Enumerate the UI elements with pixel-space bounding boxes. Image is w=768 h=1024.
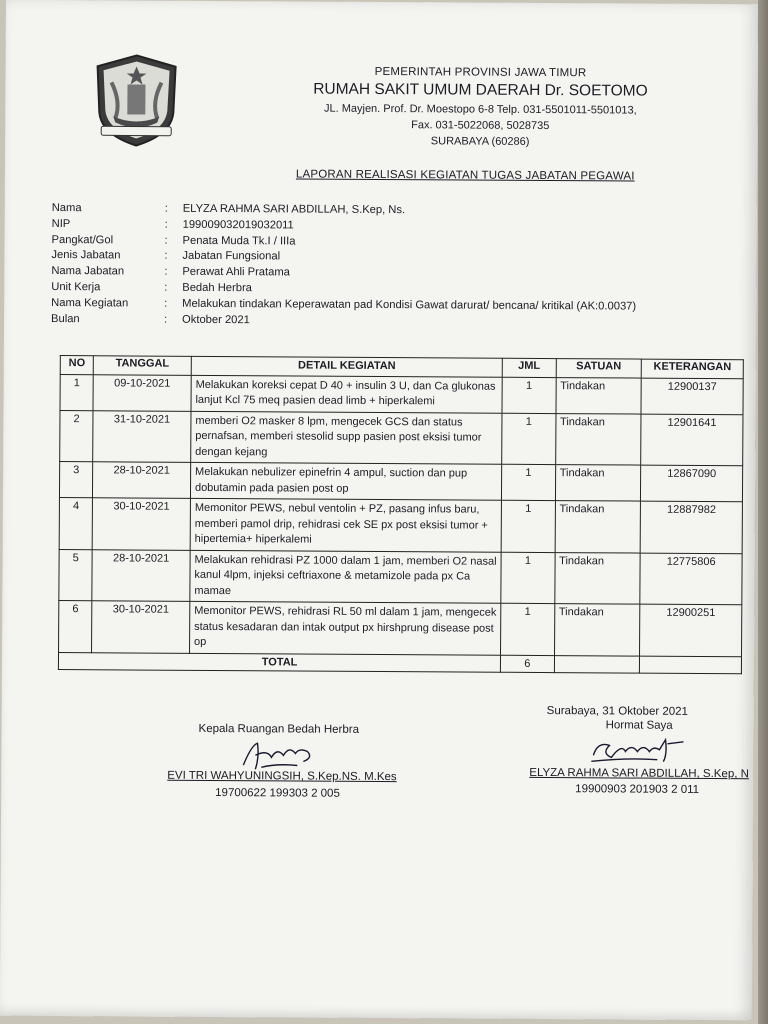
cell-unit: Tindakan <box>556 377 642 414</box>
column-header-unit: SATUAN <box>556 359 642 378</box>
page-edge-shadow <box>758 0 768 1024</box>
identity-label: Nama <box>51 201 82 215</box>
identity-value: Melakukan tindakan Keperawatan pad Kondisi Gawat darurat/ bencana/ kritikal (AK:0.0037) <box>182 297 637 313</box>
identity-label: Jenis Jabatan <box>51 249 121 262</box>
identity-label: Unit Kerja <box>51 280 101 294</box>
table-row <box>60 374 743 414</box>
identity-value: ELYZA RAHMA SARI ABDILLAH, S.Kep, Ns. <box>182 202 406 217</box>
cell-date: 09-10-2021 <box>93 374 191 411</box>
cell-unit: Tindakan <box>555 465 641 502</box>
identity-value: 199009032019032011 <box>182 218 294 232</box>
total-value: 6 <box>501 655 554 672</box>
cell-detail: Melakukan nebulizer epinefrin 4 ampul, suction dan pup dobutamin pada pasien post op <box>190 462 501 500</box>
employee-signer-nip: 19900903 201903 2 011 <box>575 783 700 796</box>
column-header-qty: JML <box>502 358 556 377</box>
cell-detail: Melakukan rehidrasi PZ 1000 dalam 1 jam, memberi O2 nasal kanul 4lpm, injeksi ceftriaxone & metamizole pada px Ca mamae <box>190 550 502 603</box>
cell-date: 28-10-2021 <box>93 462 191 499</box>
supervisor-name: EVI TRI WAHYUNINGSIH, S.Kep.NS. M.Kes <box>167 769 397 784</box>
total-label: TOTAL <box>58 652 500 672</box>
column-header-no: NO <box>60 356 93 375</box>
identity-label: Nama Kegiatan <box>51 296 129 310</box>
identity-value: Penata Muda Tk.I / IIIa <box>182 234 296 248</box>
identity-label: Nama Jabatan <box>51 265 125 278</box>
table-row <box>59 601 742 657</box>
identity-row-position-name: Nama Jabatan : Perawat Ahli Pratama <box>51 264 671 284</box>
cell-note: 12867090 <box>641 465 743 502</box>
identity-label: NIP <box>51 217 71 230</box>
column-header-note: KETERANGAN <box>641 359 743 378</box>
employee-signer-name: ELYZA RAHMA SARI ABDILLAH, S.Kep, N <box>529 766 749 781</box>
closing-regards: Hormat Saya <box>605 719 673 732</box>
table-row <box>59 549 742 605</box>
letterhead-hospital-name: RUMAH SAKIT UMUM DAERAH Dr. SOETOMO <box>313 80 648 100</box>
supervisor-nip: 19700622 199303 2 005 <box>215 786 340 800</box>
cell-qty: 1 <box>502 464 556 500</box>
cell-no: 5 <box>59 549 93 601</box>
cell-no: 3 <box>59 462 92 498</box>
province-emblem-logo <box>91 52 182 149</box>
cell-no: 2 <box>60 410 94 462</box>
identity-value: Oktober 2021 <box>182 313 250 326</box>
cell-date: 30-10-2021 <box>92 601 190 653</box>
cell-qty: 1 <box>501 500 555 552</box>
identity-label: Pangkat/Gol <box>51 233 114 246</box>
cell-note: 12901641 <box>641 414 743 466</box>
cell-date: 28-10-2021 <box>92 549 190 601</box>
letterhead-address: JL. Mayjen. Prof. Dr. Moestopo 6-8 Telp. 031-5501011-5501013, <box>323 102 637 117</box>
employee-signature <box>587 731 687 768</box>
cell-qty: 1 <box>501 552 555 604</box>
identity-row-position-type: Jenis Jabatan : Jabatan Fungsional <box>51 248 671 268</box>
table-row <box>60 410 743 466</box>
identity-row-activity-name: Nama Kegiatan : Melakukan tindakan Keperawatan pad Kondisi Gawat darurat/ bencana/ kritikal (AK:0.0037) <box>51 296 671 316</box>
letterhead-government: PEMERINTAH PROVINSI JAWA TIMUR <box>374 65 587 80</box>
column-header-detail: DETAIL KEGIATAN <box>191 356 502 376</box>
identity-value: Jabatan Fungsional <box>182 250 281 263</box>
supervisor-title: Kepala Ruangan Bedah Herbra <box>198 722 360 736</box>
identity-value: Bedah Herbra <box>182 281 252 295</box>
cell-qty: 1 <box>501 603 555 655</box>
cell-note: 12887982 <box>640 501 742 553</box>
cell-date: 31-10-2021 <box>93 410 191 462</box>
cell-date: 30-10-2021 <box>92 498 190 550</box>
identity-row-work-unit: Unit Kerja : Bedah Herbra <box>51 280 671 300</box>
identity-row-month: Bulan : Oktober 2021 <box>51 312 671 332</box>
column-header-date: TANGGAL <box>93 356 191 375</box>
letterhead <box>285 65 675 148</box>
cell-no: 4 <box>59 498 93 550</box>
cell-no: 1 <box>60 374 93 410</box>
cell-note: 12900137 <box>641 378 743 415</box>
cell-unit: Tindakan <box>555 501 641 553</box>
cell-note: 12775806 <box>640 553 742 605</box>
cell-detail: Melakukan koreksi cepat D 40 + insulin 3 U, dan Ca glukonas lanjut Kcl 75 meq pasien dead limb + hiperkalemi <box>191 375 502 413</box>
identity-row-nip: NIP : 199009032019032011 <box>52 217 672 237</box>
letterhead-city: SURABAYA (60286) <box>430 135 530 148</box>
identity-value: Perawat Ahli Pratama <box>182 265 290 279</box>
table-total-row <box>58 652 741 673</box>
employee-identity <box>51 201 672 331</box>
cell-unit: Tindakan <box>555 413 641 465</box>
identity-label: Bulan <box>51 312 80 325</box>
table-row <box>59 498 742 554</box>
cell-unit: Tindakan <box>554 552 640 604</box>
cell-no: 6 <box>59 601 93 653</box>
cell-detail: Memonitor PEWS, rehidrasi RL 50 ml dalam 1 jam, mengecek status kesadaran dan intak output px hirshprung disease post op <box>189 601 501 654</box>
cell-unit: Tindakan <box>554 604 640 656</box>
cell-note: 12900251 <box>640 604 742 656</box>
cell-qty: 1 <box>502 413 556 465</box>
cell-detail: Memonitor PEWS, nebul ventolin + PZ, pasang infus baru, memberi pamol drip, rehidrasi cek SE px post eksisi tumor + hipertemia+ hiperkalemi <box>190 498 502 551</box>
signing-place-date: Surabaya, 31 Oktober 2021 <box>546 705 689 718</box>
identity-row-rank: Pangkat/Gol : Penata Muda Tk.I / IIIa <box>51 233 671 253</box>
letterhead-fax: Fax. 031-5022068, 5028735 <box>411 119 550 133</box>
activity-table <box>58 355 744 674</box>
cell-detail: memberi O2 masker 8 lpm, mengecek GCS dan status pernafsan, memberi stesolid supp pasien post eksisi tumor dengan kejang <box>191 411 503 464</box>
table-row <box>59 462 742 502</box>
report-title: LAPORAN REALISASI KEGIATAN TUGAS JABATAN PEGAWAI <box>295 168 635 183</box>
cell-qty: 1 <box>502 377 556 413</box>
identity-row-name: Nama : ELYZA RAHMA SARI ABDILLAH, S.Kep, Ns. <box>52 201 672 221</box>
